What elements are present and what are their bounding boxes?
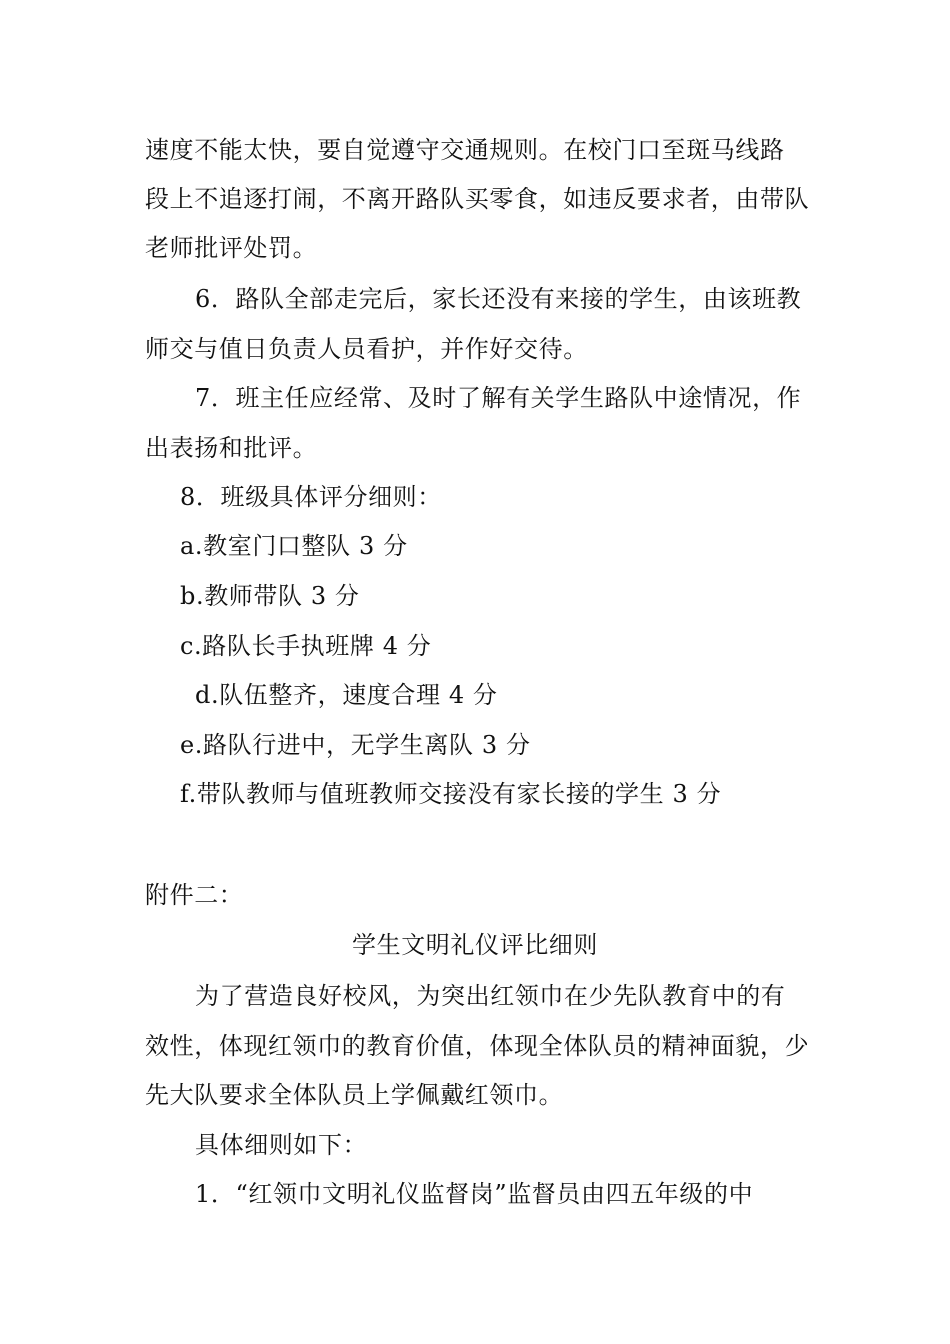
- rule-8-item-f: f.带队教师与值班教师交接没有家长接的学生 3 分: [180, 780, 722, 808]
- rule-8-item-e: e.路队行进中，无学生离队 3 分: [180, 731, 531, 759]
- appendix-intro-line-1: 为了营造良好校风，为突出红领巾在少先队教育中的有: [195, 982, 786, 1010]
- rule-continuation-line-2: 段上不追逐打闹，不离开路队买零食，如违反要求者，由带队: [145, 185, 810, 213]
- rule-8-item-b: b.教师带队 3 分: [180, 582, 360, 610]
- rule-continuation-line-1: 速度不能太快，要自觉遵守交通规则。在校门口至斑马线路: [145, 136, 785, 164]
- appendix-item-1-start: 1．“红领巾文明礼仪监督岗”监督员由四五年级的中: [195, 1180, 754, 1208]
- appendix-intro-line-2: 效性，体现红领巾的教育价值，体现全体队员的精神面貌，少: [145, 1032, 810, 1060]
- rule-7-line-2: 出表扬和批评。: [145, 434, 318, 462]
- rule-8-heading: 8．班级具体评分细则：: [180, 483, 442, 511]
- rule-7-line-1: 7．班主任应经常、及时了解有关学生路队中途情况，作: [195, 384, 802, 412]
- appendix-label: 附件二：: [145, 881, 244, 909]
- appendix-details-heading: 具体细则如下：: [195, 1131, 368, 1159]
- rule-8-item-c: c.路队长手执班牌 4 分: [180, 632, 432, 660]
- rule-6-line-2: 师交与值日负责人员看护，并作好交待。: [145, 335, 588, 363]
- rule-6-line-1: 6．路队全部走完后，家长还没有来接的学生，由该班教: [195, 285, 802, 313]
- rule-continuation-line-3: 老师批评处罚。: [145, 234, 318, 262]
- rule-8-item-d: d.队伍整齐，速度合理 4 分: [195, 681, 498, 709]
- appendix-title: 学生文明礼仪评比细则: [352, 931, 598, 959]
- rule-8-item-a: a.教室门口整队 3 分: [180, 532, 408, 560]
- appendix-intro-line-3: 先大队要求全体队员上学佩戴红领巾。: [145, 1081, 564, 1109]
